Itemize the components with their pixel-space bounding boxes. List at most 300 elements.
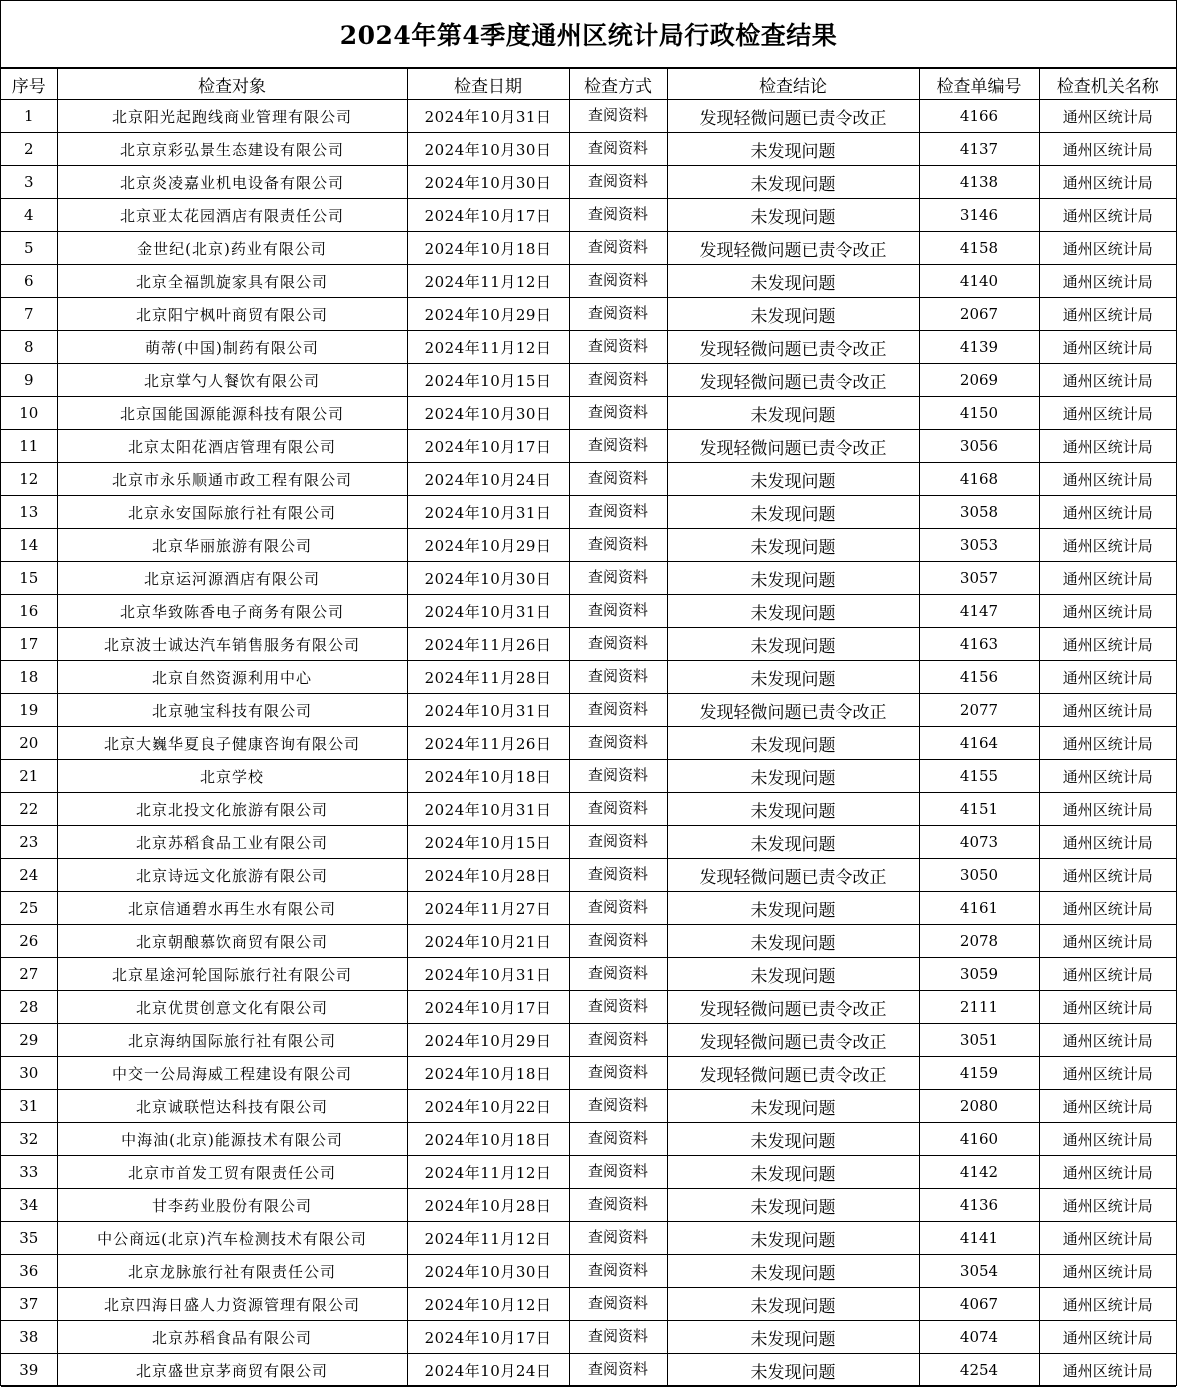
cell-form-number: 3057 — [919, 562, 1039, 595]
table-row — [1, 892, 1176, 925]
cell-date: 2024年10月24日 — [407, 1354, 569, 1387]
cell-agency: 通州区统计局 — [1039, 1156, 1176, 1189]
cell-target: 北京龙脉旅行社有限责任公司 — [57, 1255, 407, 1288]
cell-method: 查阅资料 — [569, 562, 667, 595]
cell-index: 25 — [1, 892, 57, 925]
cell-target: 甘李药业股份有限公司 — [57, 1189, 407, 1222]
cell-index: 24 — [1, 859, 57, 892]
table-row — [1, 463, 1176, 496]
cell-target: 北京运河源酒店有限公司 — [57, 562, 407, 595]
cell-index: 12 — [1, 463, 57, 496]
cell-method: 查阅资料 — [569, 1354, 667, 1387]
cell-form-number: 4074 — [919, 1321, 1039, 1354]
cell-result: 未发现问题 — [667, 727, 919, 760]
table-row — [1, 1123, 1176, 1156]
cell-date: 2024年10月31日 — [407, 496, 569, 529]
cell-index: 2 — [1, 133, 57, 166]
cell-index: 6 — [1, 265, 57, 298]
table-row — [1, 1189, 1176, 1222]
cell-result: 发现轻微问题已责令改正 — [667, 430, 919, 463]
cell-method: 查阅资料 — [569, 1090, 667, 1123]
cell-result: 未发现问题 — [667, 133, 919, 166]
cell-index: 28 — [1, 991, 57, 1024]
table-row — [1, 859, 1176, 892]
page-title: 2024年第4季度通州区统计局行政检查结果 — [1, 1, 1176, 68]
cell-target: 北京阳光起跑线商业管理有限公司 — [57, 100, 407, 133]
table-row — [1, 1288, 1176, 1321]
cell-method: 查阅资料 — [569, 232, 667, 265]
cell-agency: 通州区统计局 — [1039, 364, 1176, 397]
cell-date: 2024年10月29日 — [407, 298, 569, 331]
cell-index: 20 — [1, 727, 57, 760]
cell-target: 北京阳宁枫叶商贸有限公司 — [57, 298, 407, 331]
cell-target: 北京亚太花园酒店有限责任公司 — [57, 199, 407, 232]
cell-agency: 通州区统计局 — [1039, 331, 1176, 364]
cell-index: 32 — [1, 1123, 57, 1156]
cell-result: 未发现问题 — [667, 463, 919, 496]
table-row — [1, 1321, 1176, 1354]
cell-date: 2024年10月30日 — [407, 562, 569, 595]
cell-form-number: 2069 — [919, 364, 1039, 397]
header-index: 序号 — [1, 69, 57, 100]
cell-agency: 通州区统计局 — [1039, 562, 1176, 595]
cell-method: 查阅资料 — [569, 1057, 667, 1090]
cell-result: 发现轻微问题已责令改正 — [667, 364, 919, 397]
cell-index: 19 — [1, 694, 57, 727]
cell-result: 未发现问题 — [667, 166, 919, 199]
cell-date: 2024年10月31日 — [407, 100, 569, 133]
cell-form-number: 4136 — [919, 1189, 1039, 1222]
cell-method: 查阅资料 — [569, 991, 667, 1024]
cell-date: 2024年11月26日 — [407, 727, 569, 760]
cell-form-number: 4160 — [919, 1123, 1039, 1156]
cell-form-number: 4067 — [919, 1288, 1039, 1321]
cell-result: 未发现问题 — [667, 1321, 919, 1354]
cell-index: 31 — [1, 1090, 57, 1123]
cell-method: 查阅资料 — [569, 199, 667, 232]
cell-index: 33 — [1, 1156, 57, 1189]
cell-target: 北京自然资源利用中心 — [57, 661, 407, 694]
cell-result: 发现轻微问题已责令改正 — [667, 100, 919, 133]
table-row — [1, 331, 1176, 364]
cell-agency: 通州区统计局 — [1039, 694, 1176, 727]
cell-result: 未发现问题 — [667, 199, 919, 232]
cell-result: 未发现问题 — [667, 1222, 919, 1255]
cell-method: 查阅资料 — [569, 694, 667, 727]
cell-index: 3 — [1, 166, 57, 199]
cell-date: 2024年10月30日 — [407, 397, 569, 430]
inspection-results-table — [1, 68, 1176, 1387]
cell-agency: 通州区统计局 — [1039, 760, 1176, 793]
table-row — [1, 100, 1176, 133]
cell-agency: 通州区统计局 — [1039, 166, 1176, 199]
cell-agency: 通州区统计局 — [1039, 1354, 1176, 1387]
cell-method: 查阅资料 — [569, 1123, 667, 1156]
cell-index: 36 — [1, 1255, 57, 1288]
cell-date: 2024年10月30日 — [407, 166, 569, 199]
cell-date: 2024年10月28日 — [407, 1189, 569, 1222]
cell-method: 查阅资料 — [569, 760, 667, 793]
cell-agency: 通州区统计局 — [1039, 958, 1176, 991]
cell-method: 查阅资料 — [569, 166, 667, 199]
cell-method: 查阅资料 — [569, 1222, 667, 1255]
cell-method: 查阅资料 — [569, 364, 667, 397]
cell-result: 未发现问题 — [667, 265, 919, 298]
cell-form-number: 2078 — [919, 925, 1039, 958]
cell-index: 4 — [1, 199, 57, 232]
cell-method: 查阅资料 — [569, 925, 667, 958]
cell-agency: 通州区统计局 — [1039, 727, 1176, 760]
cell-result: 未发现问题 — [667, 1090, 919, 1123]
cell-date: 2024年11月26日 — [407, 628, 569, 661]
cell-form-number: 4155 — [919, 760, 1039, 793]
cell-form-number: 3050 — [919, 859, 1039, 892]
cell-target: 金世纪(北京)药业有限公司 — [57, 232, 407, 265]
cell-result: 未发现问题 — [667, 1255, 919, 1288]
cell-date: 2024年11月28日 — [407, 661, 569, 694]
table-row — [1, 496, 1176, 529]
cell-form-number: 3059 — [919, 958, 1039, 991]
cell-date: 2024年11月12日 — [407, 1156, 569, 1189]
cell-index: 37 — [1, 1288, 57, 1321]
cell-method: 查阅资料 — [569, 397, 667, 430]
cell-form-number: 4163 — [919, 628, 1039, 661]
cell-date: 2024年10月31日 — [407, 595, 569, 628]
cell-form-number: 4168 — [919, 463, 1039, 496]
cell-form-number: 2080 — [919, 1090, 1039, 1123]
cell-agency: 通州区统计局 — [1039, 1222, 1176, 1255]
cell-index: 11 — [1, 430, 57, 463]
cell-index: 26 — [1, 925, 57, 958]
cell-result: 未发现问题 — [667, 562, 919, 595]
cell-form-number: 4139 — [919, 331, 1039, 364]
cell-agency: 通州区统计局 — [1039, 1255, 1176, 1288]
table-row — [1, 793, 1176, 826]
cell-target: 北京波士诚达汽车销售服务有限公司 — [57, 628, 407, 661]
cell-date: 2024年11月12日 — [407, 1222, 569, 1255]
cell-index: 7 — [1, 298, 57, 331]
cell-agency: 通州区统计局 — [1039, 463, 1176, 496]
cell-result: 未发现问题 — [667, 529, 919, 562]
cell-index: 5 — [1, 232, 57, 265]
table-row — [1, 529, 1176, 562]
cell-target: 北京苏稻食品有限公司 — [57, 1321, 407, 1354]
cell-date: 2024年11月27日 — [407, 892, 569, 925]
cell-date: 2024年10月17日 — [407, 430, 569, 463]
cell-index: 21 — [1, 760, 57, 793]
cell-method: 查阅资料 — [569, 1288, 667, 1321]
cell-agency: 通州区统计局 — [1039, 232, 1176, 265]
cell-form-number: 4150 — [919, 397, 1039, 430]
header-method: 检查方式 — [569, 69, 667, 100]
cell-result: 未发现问题 — [667, 793, 919, 826]
cell-index: 38 — [1, 1321, 57, 1354]
cell-agency: 通州区统计局 — [1039, 496, 1176, 529]
cell-agency: 通州区统计局 — [1039, 1024, 1176, 1057]
cell-target: 北京华丽旅游有限公司 — [57, 529, 407, 562]
table-row — [1, 232, 1176, 265]
cell-index: 14 — [1, 529, 57, 562]
cell-index: 17 — [1, 628, 57, 661]
cell-result: 未发现问题 — [667, 1354, 919, 1387]
cell-agency: 通州区统计局 — [1039, 265, 1176, 298]
cell-method: 查阅资料 — [569, 661, 667, 694]
cell-target: 北京全福凯旋家具有限公司 — [57, 265, 407, 298]
cell-method: 查阅资料 — [569, 298, 667, 331]
table-body — [1, 100, 1176, 1387]
cell-date: 2024年10月12日 — [407, 1288, 569, 1321]
header-agency: 检查机关名称 — [1039, 69, 1176, 100]
cell-index: 39 — [1, 1354, 57, 1387]
cell-agency: 通州区统计局 — [1039, 661, 1176, 694]
cell-result: 发现轻微问题已责令改正 — [667, 694, 919, 727]
cell-method: 查阅资料 — [569, 496, 667, 529]
cell-agency: 通州区统计局 — [1039, 430, 1176, 463]
table-row — [1, 430, 1176, 463]
header-date: 检查日期 — [407, 69, 569, 100]
cell-index: 27 — [1, 958, 57, 991]
header-result: 检查结论 — [667, 69, 919, 100]
cell-result: 未发现问题 — [667, 595, 919, 628]
cell-form-number: 4158 — [919, 232, 1039, 265]
table-row — [1, 166, 1176, 199]
cell-index: 13 — [1, 496, 57, 529]
cell-target: 北京朝酿慕饮商贸有限公司 — [57, 925, 407, 958]
cell-target: 北京大巍华夏良子健康咨询有限公司 — [57, 727, 407, 760]
cell-date: 2024年10月30日 — [407, 133, 569, 166]
cell-date: 2024年10月18日 — [407, 1123, 569, 1156]
cell-method: 查阅资料 — [569, 1156, 667, 1189]
cell-target: 北京学校 — [57, 760, 407, 793]
cell-form-number: 4151 — [919, 793, 1039, 826]
cell-form-number: 3054 — [919, 1255, 1039, 1288]
cell-result: 未发现问题 — [667, 1156, 919, 1189]
table-row — [1, 298, 1176, 331]
cell-date: 2024年10月24日 — [407, 463, 569, 496]
cell-form-number: 2067 — [919, 298, 1039, 331]
cell-agency: 通州区统计局 — [1039, 133, 1176, 166]
cell-result: 发现轻微问题已责令改正 — [667, 1057, 919, 1090]
cell-agency: 通州区统计局 — [1039, 397, 1176, 430]
table-row — [1, 694, 1176, 727]
cell-date: 2024年10月31日 — [407, 793, 569, 826]
header-target: 检查对象 — [57, 69, 407, 100]
cell-form-number: 4137 — [919, 133, 1039, 166]
cell-result: 未发现问题 — [667, 628, 919, 661]
cell-method: 查阅资料 — [569, 331, 667, 364]
cell-date: 2024年10月29日 — [407, 529, 569, 562]
cell-form-number: 3058 — [919, 496, 1039, 529]
cell-date: 2024年10月17日 — [407, 991, 569, 1024]
cell-date: 2024年10月18日 — [407, 232, 569, 265]
cell-target: 北京华致陈香电子商务有限公司 — [57, 595, 407, 628]
cell-method: 查阅资料 — [569, 628, 667, 661]
table-row — [1, 133, 1176, 166]
cell-form-number: 2111 — [919, 991, 1039, 1024]
cell-date: 2024年10月17日 — [407, 1321, 569, 1354]
cell-result: 发现轻微问题已责令改正 — [667, 232, 919, 265]
header-form-number: 检查单编号 — [919, 69, 1039, 100]
cell-agency: 通州区统计局 — [1039, 1288, 1176, 1321]
cell-agency: 通州区统计局 — [1039, 199, 1176, 232]
cell-result: 发现轻微问题已责令改正 — [667, 859, 919, 892]
cell-agency: 通州区统计局 — [1039, 595, 1176, 628]
cell-index: 16 — [1, 595, 57, 628]
cell-index: 22 — [1, 793, 57, 826]
cell-index: 1 — [1, 100, 57, 133]
cell-method: 查阅资料 — [569, 133, 667, 166]
cell-date: 2024年10月18日 — [407, 1057, 569, 1090]
cell-result: 未发现问题 — [667, 496, 919, 529]
table-row — [1, 991, 1176, 1024]
table-row — [1, 727, 1176, 760]
cell-method: 查阅资料 — [569, 529, 667, 562]
cell-target: 北京市永乐顺通市政工程有限公司 — [57, 463, 407, 496]
table-row — [1, 958, 1176, 991]
cell-date: 2024年11月12日 — [407, 265, 569, 298]
cell-target: 北京诚联恺达科技有限公司 — [57, 1090, 407, 1123]
cell-date: 2024年10月31日 — [407, 958, 569, 991]
cell-target: 北京优贯创意文化有限公司 — [57, 991, 407, 1024]
cell-target: 北京市首发工贸有限责任公司 — [57, 1156, 407, 1189]
cell-agency: 通州区统计局 — [1039, 1057, 1176, 1090]
table-row — [1, 1354, 1176, 1387]
cell-target: 北京掌勺人餐饮有限公司 — [57, 364, 407, 397]
cell-form-number: 4166 — [919, 100, 1039, 133]
cell-date: 2024年10月17日 — [407, 199, 569, 232]
cell-agency: 通州区统计局 — [1039, 100, 1176, 133]
cell-form-number: 4142 — [919, 1156, 1039, 1189]
cell-method: 查阅资料 — [569, 859, 667, 892]
cell-date: 2024年10月30日 — [407, 1255, 569, 1288]
cell-agency: 通州区统计局 — [1039, 1321, 1176, 1354]
cell-agency: 通州区统计局 — [1039, 1090, 1176, 1123]
table-row — [1, 199, 1176, 232]
cell-method: 查阅资料 — [569, 892, 667, 925]
table-row — [1, 595, 1176, 628]
cell-agency: 通州区统计局 — [1039, 793, 1176, 826]
cell-result: 未发现问题 — [667, 892, 919, 925]
cell-method: 查阅资料 — [569, 1321, 667, 1354]
table-row — [1, 397, 1176, 430]
cell-method: 查阅资料 — [569, 1024, 667, 1057]
cell-date: 2024年11月12日 — [407, 331, 569, 364]
cell-agency: 通州区统计局 — [1039, 991, 1176, 1024]
cell-agency: 通州区统计局 — [1039, 628, 1176, 661]
cell-target: 北京京彩弘景生态建设有限公司 — [57, 133, 407, 166]
cell-result: 未发现问题 — [667, 1123, 919, 1156]
table-row — [1, 1156, 1176, 1189]
cell-form-number: 4073 — [919, 826, 1039, 859]
cell-result: 未发现问题 — [667, 958, 919, 991]
cell-target: 中交一公局海威工程建设有限公司 — [57, 1057, 407, 1090]
cell-agency: 通州区统计局 — [1039, 1189, 1176, 1222]
cell-date: 2024年10月15日 — [407, 826, 569, 859]
cell-date: 2024年10月22日 — [407, 1090, 569, 1123]
cell-form-number: 3051 — [919, 1024, 1039, 1057]
cell-result: 发现轻微问题已责令改正 — [667, 991, 919, 1024]
table-row — [1, 1024, 1176, 1057]
cell-form-number: 4140 — [919, 265, 1039, 298]
cell-date: 2024年10月21日 — [407, 925, 569, 958]
cell-result: 未发现问题 — [667, 397, 919, 430]
cell-target: 北京永安国际旅行社有限公司 — [57, 496, 407, 529]
cell-target: 萌蒂(中国)制药有限公司 — [57, 331, 407, 364]
table-row — [1, 1090, 1176, 1123]
cell-agency: 通州区统计局 — [1039, 859, 1176, 892]
cell-date: 2024年10月29日 — [407, 1024, 569, 1057]
cell-method: 查阅资料 — [569, 1255, 667, 1288]
cell-form-number: 3056 — [919, 430, 1039, 463]
cell-agency: 通州区统计局 — [1039, 826, 1176, 859]
cell-form-number: 4147 — [919, 595, 1039, 628]
cell-result: 未发现问题 — [667, 1288, 919, 1321]
cell-result: 发现轻微问题已责令改正 — [667, 1024, 919, 1057]
table-row — [1, 925, 1176, 958]
cell-method: 查阅资料 — [569, 463, 667, 496]
cell-agency: 通州区统计局 — [1039, 892, 1176, 925]
cell-agency: 通州区统计局 — [1039, 1123, 1176, 1156]
cell-date: 2024年10月31日 — [407, 694, 569, 727]
cell-target: 北京星途河轮国际旅行社有限公司 — [57, 958, 407, 991]
cell-form-number: 3053 — [919, 529, 1039, 562]
cell-target: 北京太阳花酒店管理有限公司 — [57, 430, 407, 463]
cell-form-number: 4161 — [919, 892, 1039, 925]
cell-method: 查阅资料 — [569, 793, 667, 826]
cell-target: 中海油(北京)能源技术有限公司 — [57, 1123, 407, 1156]
cell-target: 北京海纳国际旅行社有限公司 — [57, 1024, 407, 1057]
table-row — [1, 364, 1176, 397]
cell-target: 中公商远(北京)汽车检测技术有限公司 — [57, 1222, 407, 1255]
cell-index: 30 — [1, 1057, 57, 1090]
cell-method: 查阅资料 — [569, 727, 667, 760]
cell-form-number: 4141 — [919, 1222, 1039, 1255]
cell-target: 北京驰宝科技有限公司 — [57, 694, 407, 727]
cell-target: 北京苏稻食品工业有限公司 — [57, 826, 407, 859]
cell-index: 35 — [1, 1222, 57, 1255]
cell-result: 未发现问题 — [667, 925, 919, 958]
table-row — [1, 562, 1176, 595]
cell-method: 查阅资料 — [569, 958, 667, 991]
cell-agency: 通州区统计局 — [1039, 298, 1176, 331]
cell-form-number: 4138 — [919, 166, 1039, 199]
cell-index: 9 — [1, 364, 57, 397]
cell-target: 北京国能国源能源科技有限公司 — [57, 397, 407, 430]
cell-date: 2024年10月15日 — [407, 364, 569, 397]
cell-target: 北京四海日盛人力资源管理有限公司 — [57, 1288, 407, 1321]
cell-index: 18 — [1, 661, 57, 694]
cell-form-number: 4254 — [919, 1354, 1039, 1387]
cell-form-number: 4159 — [919, 1057, 1039, 1090]
cell-result: 未发现问题 — [667, 760, 919, 793]
cell-agency: 通州区统计局 — [1039, 529, 1176, 562]
table-row — [1, 826, 1176, 859]
cell-method: 查阅资料 — [569, 100, 667, 133]
cell-index: 10 — [1, 397, 57, 430]
table-row — [1, 1255, 1176, 1288]
cell-form-number: 3146 — [919, 199, 1039, 232]
cell-result: 未发现问题 — [667, 826, 919, 859]
cell-form-number: 4164 — [919, 727, 1039, 760]
cell-result: 发现轻微问题已责令改正 — [667, 331, 919, 364]
cell-index: 23 — [1, 826, 57, 859]
cell-index: 15 — [1, 562, 57, 595]
cell-date: 2024年10月28日 — [407, 859, 569, 892]
table-row — [1, 265, 1176, 298]
cell-index: 29 — [1, 1024, 57, 1057]
table-row — [1, 661, 1176, 694]
cell-method: 查阅资料 — [569, 826, 667, 859]
